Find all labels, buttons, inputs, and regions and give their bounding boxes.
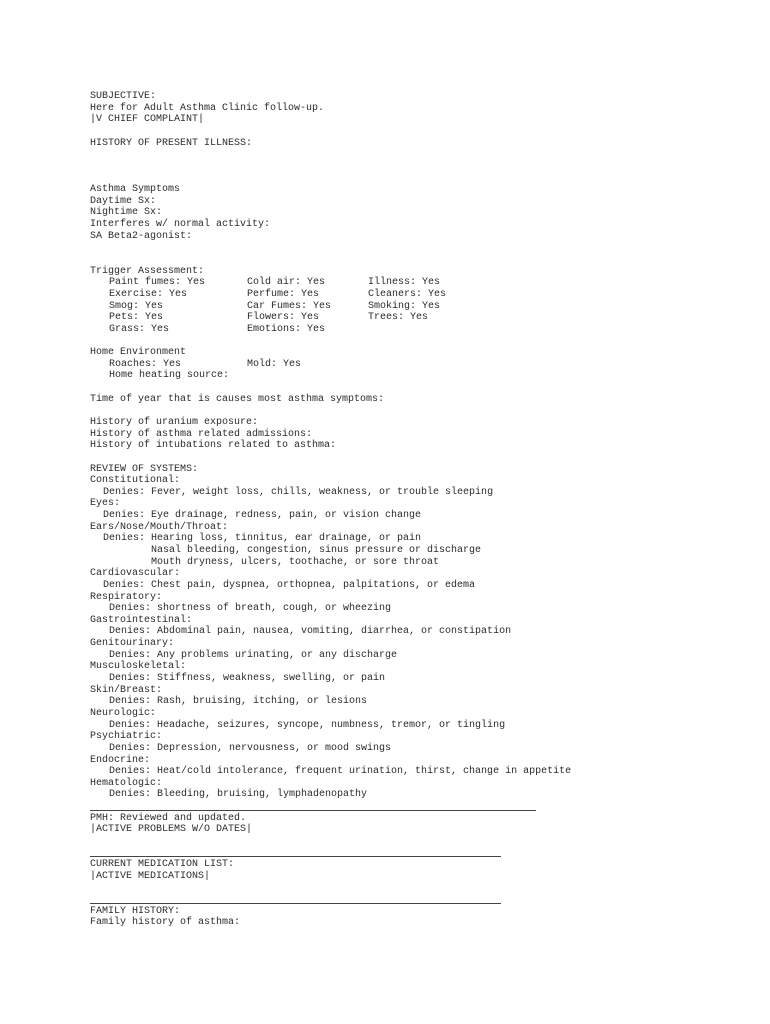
ros-section-label: Psychiatric: (90, 731, 163, 743)
trigger-item: Flowers: Yes (247, 312, 320, 324)
ros-section-label: Respiratory: (90, 591, 163, 603)
trigger-item: Illness: Yes (368, 277, 441, 289)
ros-finding: Denies: Eye drainage, redness, pain, or vision change (103, 510, 422, 522)
ros-heading: REVIEW OF SYSTEMS: (90, 463, 199, 475)
trigger-assessment-heading: Trigger Assessment: (90, 265, 205, 277)
ros-finding: Denies: Hearing loss, tinnitus, ear drainage, or pain (103, 533, 422, 545)
trigger-item: Perfume: Yes (247, 288, 320, 300)
visit-purpose: Here for Adult Asthma Clinic follow-up. (90, 102, 325, 114)
trigger-item: Trees: Yes (368, 312, 429, 324)
heating-source: Home heating source: (109, 370, 230, 382)
nighttime-symptoms: Nightime Sx: (90, 207, 163, 219)
trigger-row (90, 301, 750, 313)
home-environment-heading: Home Environment (90, 347, 187, 359)
ros-finding: Denies: Stiffness, weakness, swelling, or pain (109, 673, 386, 685)
trigger-item: Grass: Yes (109, 323, 170, 335)
history-item: History of asthma related admissions: (90, 428, 313, 440)
ros-section-label: Skin/Breast: (90, 684, 163, 696)
trigger-row (90, 289, 750, 301)
medication-list-heading: CURRENT MEDICATION LIST: (90, 859, 235, 871)
trigger-row (90, 312, 750, 324)
ros-finding: Denies: Heat/cold intolerance, frequent urination, thirst, change in appetite (109, 766, 572, 778)
ros-finding: Nasal bleeding, congestion, sinus pressure or discharge (151, 544, 482, 556)
chief-complaint: |V CHIEF COMPLAINT| (90, 114, 205, 126)
ros-finding: Denies: Chest pain, dyspnea, orthopnea, palpitations, or edema (103, 579, 476, 591)
trigger-item: Smoking: Yes (368, 300, 441, 312)
asthma-symptoms-label: Asthma Symptoms (90, 184, 181, 196)
time-of-year: Time of year that is causes most asthma symptoms: (90, 393, 385, 405)
trigger-item: Paint fumes: Yes (109, 277, 206, 289)
trigger-item: Emotions: Yes (247, 323, 326, 335)
home-row (90, 370, 750, 382)
section-divider (90, 801, 750, 813)
active-medications: |ACTIVE MEDICATIONS| (90, 870, 211, 882)
subjective-heading: SUBJECTIVE: (90, 91, 157, 102)
daytime-symptoms: Daytime Sx: (90, 195, 157, 207)
ros-finding: Denies: shortness of breath, cough, or wheezing (109, 603, 392, 615)
trigger-item: Pets: Yes (109, 312, 164, 324)
trigger-item: Cold air: Yes (247, 277, 326, 289)
ros-finding: Denies: Abdominal pain, nausea, vomiting, diarrhea, or constipation (109, 626, 512, 638)
ros-section-label: Constitutional: (90, 475, 181, 487)
ros-finding: Denies: Headache, seizures, syncope, numbness, tremor, or tingling (109, 719, 506, 731)
ros-finding: Denies: Rash, bruising, itching, or lesions (109, 696, 368, 708)
ros-finding: Denies: Depression, nervousness, or mood swings (109, 742, 392, 754)
ros-finding: Denies: Fever, weight loss, chills, weakness, or trouble sleeping (103, 486, 494, 498)
ros-section-label: Eyes: (90, 498, 121, 510)
ros-finding: Mouth dryness, ulcers, toothache, or sore throat (151, 556, 440, 568)
trigger-item: Smog: Yes (109, 300, 164, 312)
history-item: History of intubations related to asthma: (90, 440, 337, 452)
ros-finding: Denies: Any problems urinating, or any discharge (109, 649, 398, 661)
section-divider (90, 848, 750, 860)
trigger-item: Car Fumes: Yes (247, 300, 332, 312)
beta2-agonist: SA Beta2-agonist: (90, 230, 193, 242)
activity-interference: Interferes w/ normal activity: (90, 219, 271, 231)
ros-section-label: Ears/Nose/Mouth/Throat: (90, 521, 229, 533)
trigger-item: Cleaners: Yes (368, 288, 447, 300)
section-divider (90, 894, 750, 906)
active-problems: |ACTIVE PROBLEMS W/O DATES| (90, 824, 253, 836)
home-row (90, 359, 750, 371)
trigger-row (90, 277, 750, 289)
ros-section-label: Musculoskeletal: (90, 661, 187, 673)
trigger-row (90, 324, 750, 336)
ros-section-label: Endocrine: (90, 754, 151, 766)
mold-item: Mold: Yes (247, 358, 302, 370)
clinical-note (90, 91, 750, 929)
ros-section-label: Genitourinary: (90, 638, 175, 650)
ros-section-label: Hematologic: (90, 777, 163, 789)
ros-section-label: Neurologic: (90, 707, 157, 719)
roaches-item: Roaches: Yes (109, 358, 182, 370)
trigger-item: Exercise: Yes (109, 288, 188, 300)
pmh-line: PMH: Reviewed and updated. (90, 812, 247, 824)
family-history-heading: FAMILY HISTORY: (90, 905, 181, 917)
ros-section-label: Cardiovascular: (90, 568, 181, 580)
ros-finding: Denies: Bleeding, bruising, lymphadenopathy (109, 789, 368, 801)
history-item: History of uranium exposure: (90, 416, 259, 428)
family-history-asthma: Family history of asthma: (90, 917, 241, 929)
hpi-heading: HISTORY OF PRESENT ILLNESS: (90, 137, 253, 149)
ros-section-label: Gastrointestinal: (90, 614, 193, 626)
